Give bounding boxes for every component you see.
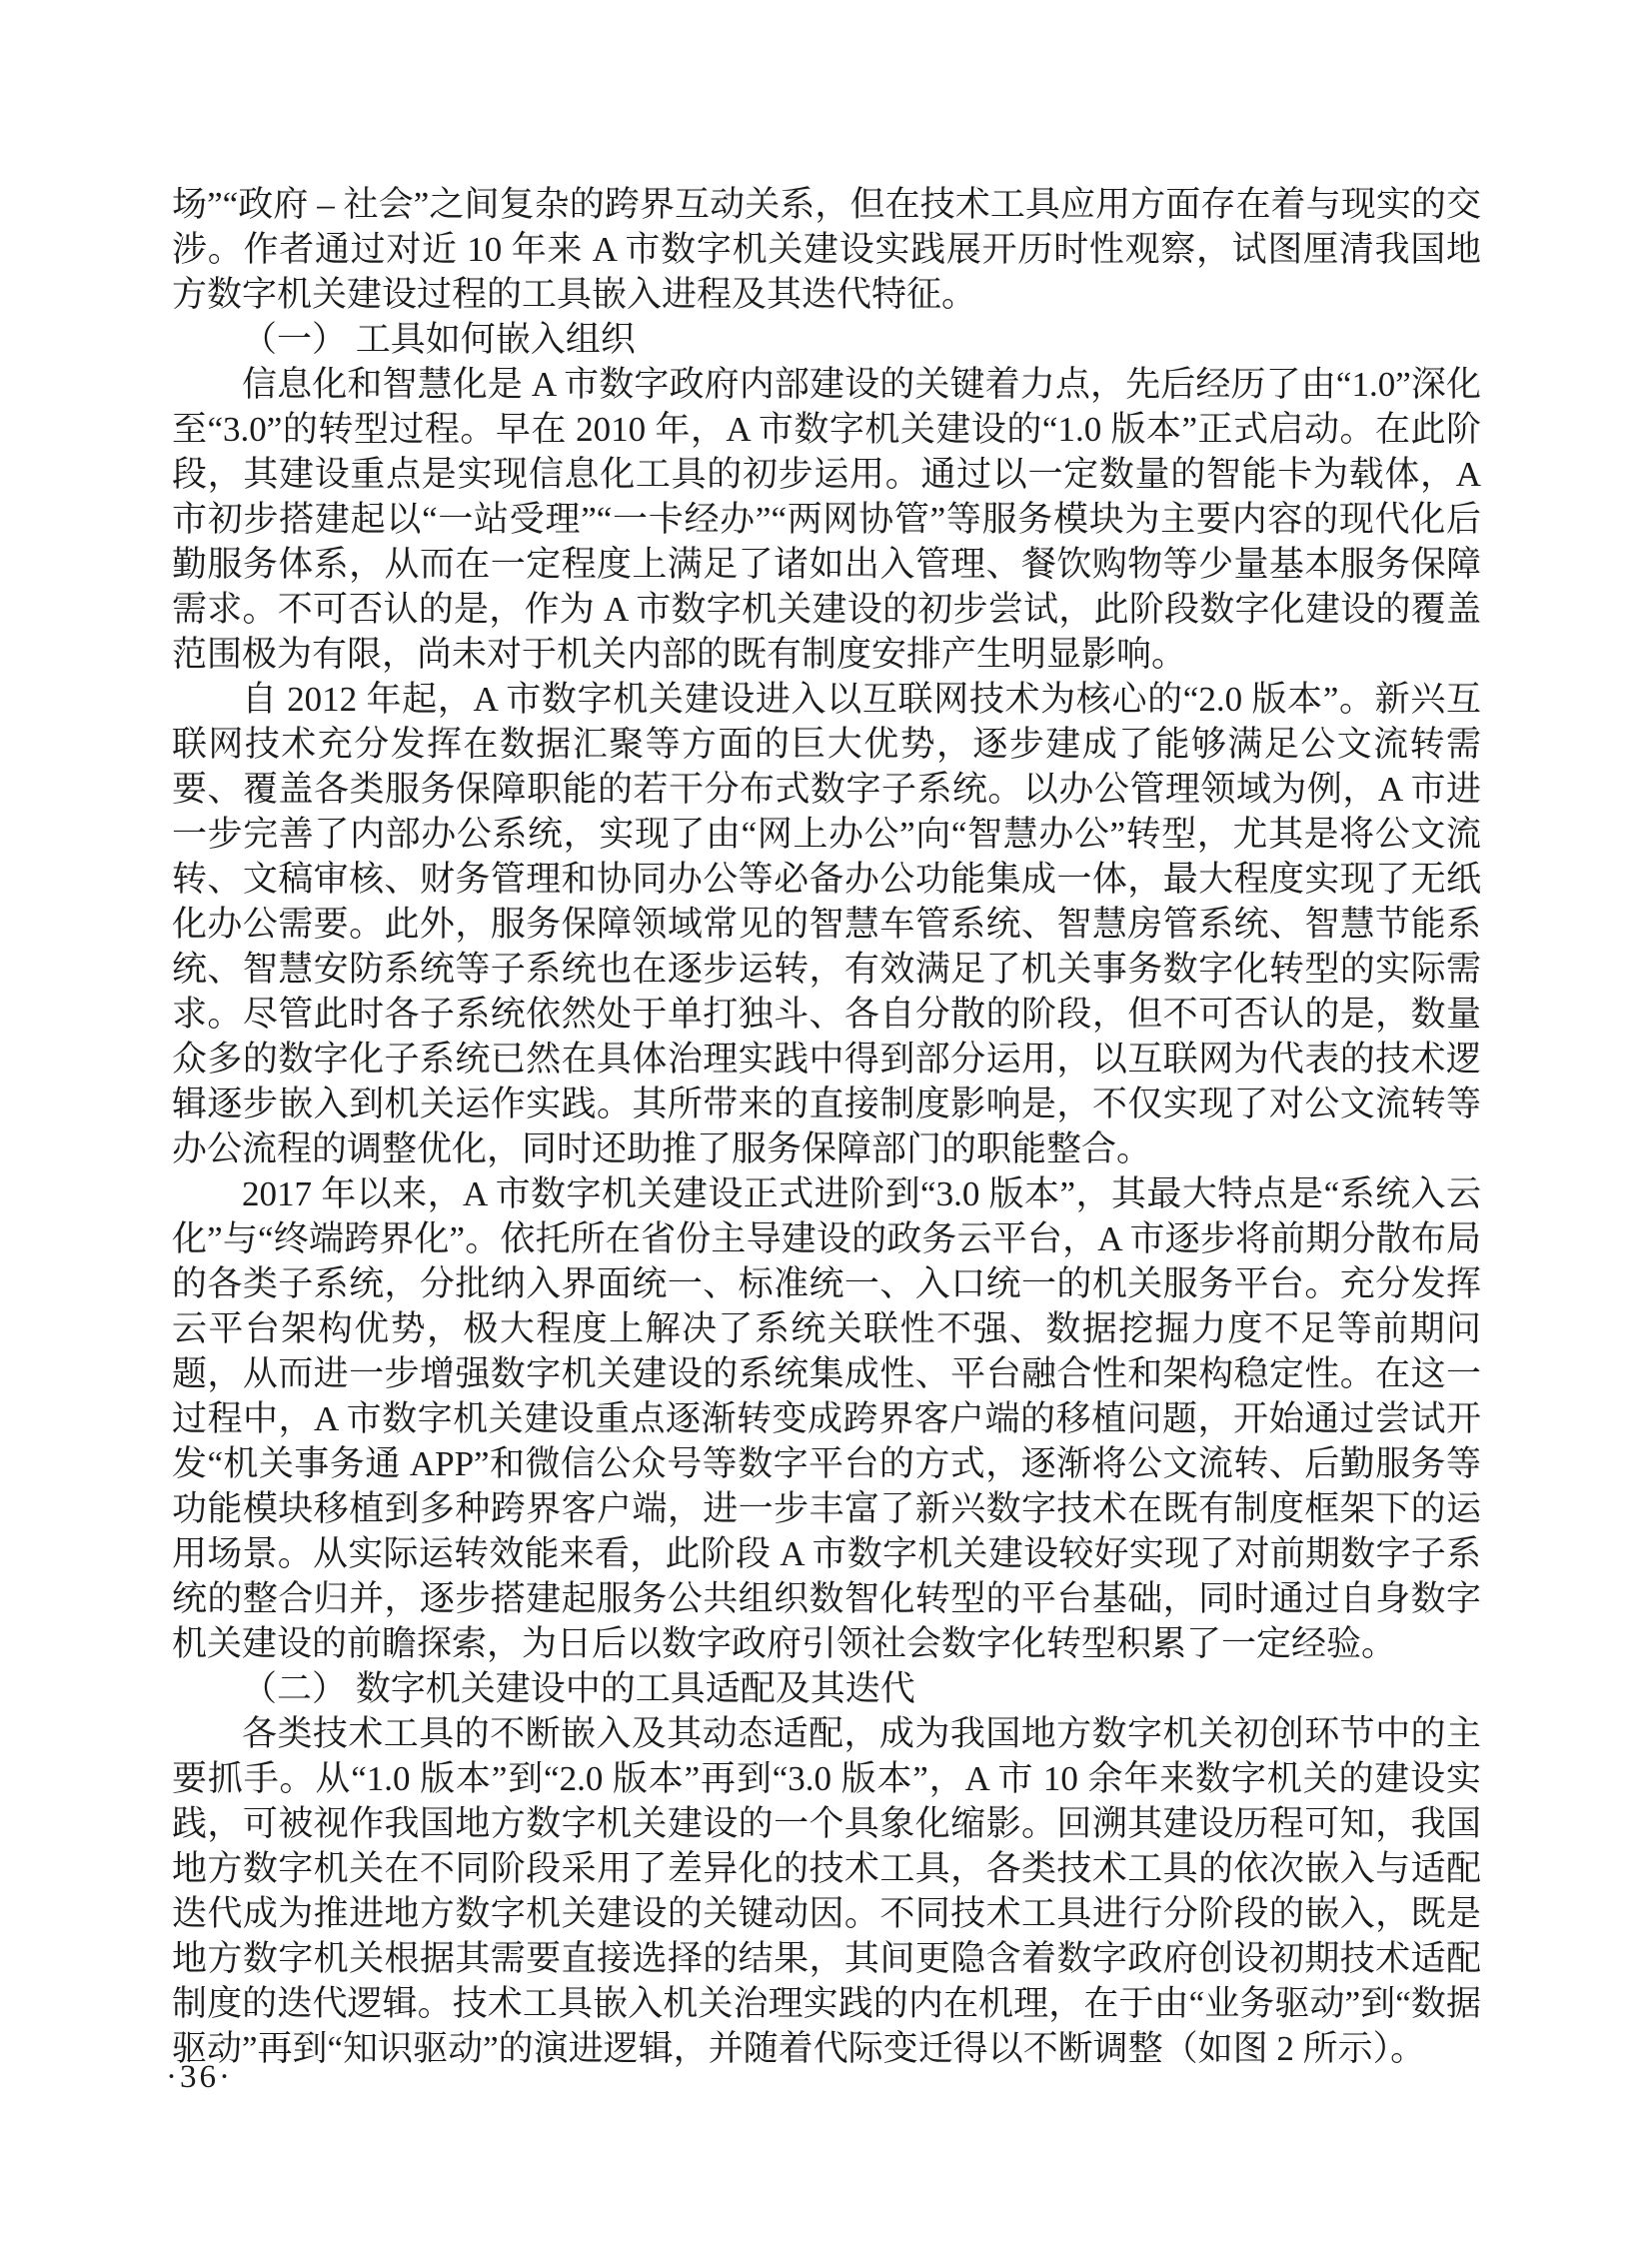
page-number: ·36·	[166, 2059, 233, 2095]
paragraph: 2017 年以来，A 市数字机关建设正式进阶到“3.0 版本”，其最大特点是“系统入云化”与“终端跨界化”。依托所在省份主导建设的政务云平台，A 市逐步将前期分散布局的各类子系统，分批纳入界面统一、标准统一、入口统一的机关服务平台。充分发挥云平台架构优势，极大程度上解决了系统关联性不强、数据挖掘力度不足等前期问题，从而进一步增强数字机关建设的系统集成性、平台融合性和架构稳定性。在这一过程中，A 市数字机关建设重点逐渐转变成跨界客户端的移植问题，开始通过尝试开发“机关事务通 APP”和微信公众号等数字平台的方式，逐渐将公文流转、后勤服务等功能模块移植到多种跨界客户端，进一步丰富了新兴数字技术在既有制度框架下的运用场景。从实际运转效能来看，此阶段 A 市数字机关建设较好实现了对前期数字子系统的整合归并，逐步搭建起服务公共组织数智化转型的平台基础，同时通过自身数字机关建设的前瞻探索，为日后以数字政府引领社会数字化转型积累了一定经验。	[172, 1174, 1481, 1663]
paragraph: 各类技术工具的不断嵌入及其动态适配，成为我国地方数字机关初创环节中的主要抓手。从“1.0 版本”到“2.0 版本”再到“3.0 版本”，A 市 10 余年来数字机关的建设实践，可被视作我国地方数字机关建设的一个具象化缩影。回溯其建设历程可知，我国地方数字机关在不同阶段采用了差异化的技术工具，各类技术工具的依次嵌入与适配迭代成为推进地方数字机关建设的关键动因。不同技术工具进行分阶段的嵌入，既是地方数字机关根据其需要直接选择的结果，其间更隐含着数字政府创设初期技术适配制度的迭代逻辑。技术工具嵌入机关治理实践的内在机理，在于由“业务驱动”到“数据驱动”再到“知识驱动”的演进逻辑，并随着代际变迁得以不断调整（如图 2 所示）。	[172, 1714, 1481, 2068]
section-heading: （一） 工具如何嵌入组织	[242, 320, 636, 359]
paragraph: 信息化和智慧化是 A 市数字政府内部建设的关键着力点，先后经历了由“1.0”深化至“3.0”的转型过程。早在 2010 年，A 市数字机关建设的“1.0 版本”正式启动。在此阶段，其建设重点是实现信息化工具的初步运用。通过以一定数量的智能卡为载体，A 市初步搭建起以“一站受理”“一卡经办”“两网协管”等服务模块为主要内容的现代化后勤服务体系，从而在一定程度上满足了诸如出入管理、餐饮购物等少量基本服务保障需求。不可否认的是，作为 A 市数字机关建设的初步尝试，此阶段数字化建设的覆盖范围极为有限，尚未对于机关内部的既有制度安排产生明显影响。	[172, 365, 1481, 674]
paragraph: 自 2012 年起，A 市数字机关建设进入以互联网技术为核心的“2.0 版本”。新兴互联网技术充分发挥在数据汇聚等方面的巨大优势，逐步建成了能够满足公文流转需要、覆盖各类服务保障职能的若干分布式数字子系统。以办公管理领域为例，A 市进一步完善了内部办公系统，实现了由“网上办公”向“智慧办公”转型，尤其是将公文流转、文稿审核、财务管理和协同办公等必备办公功能集成一体，最大程度实现了无纸化办公需要。此外，服务保障领域常见的智慧车管系统、智慧房管系统、智慧节能系统、智慧安防系统等子系统也在逐步运转，有效满足了机关事务数字化转型的实际需求。尽管此时各子系统依然处于单打独斗、各自分散的阶段，但不可否认的是，数量众多的数字化子系统已然在具体治理实践中得到部分运用，以互联网为代表的技术逻辑逐步嵌入到机关运作实践。其所带来的直接制度影响是，不仅实现了对公文流转等办公流程的调整优化，同时还助推了服务保障部门的职能整合。	[172, 680, 1481, 1168]
section-heading: （二） 数字机关建设中的工具适配及其迭代	[242, 1669, 915, 1708]
article-body	[172, 182, 1481, 2071]
paragraph: 场”“政府 – 社会”之间复杂的跨界互动关系，但在技术工具应用方面存在着与现实的交涉。作者通过对近 10 年来 A 市数字机关建设实践展开历时性观察，试图厘清我国地方数字机关建设过程的工具嵌入进程及其迭代特征。	[172, 185, 1481, 314]
